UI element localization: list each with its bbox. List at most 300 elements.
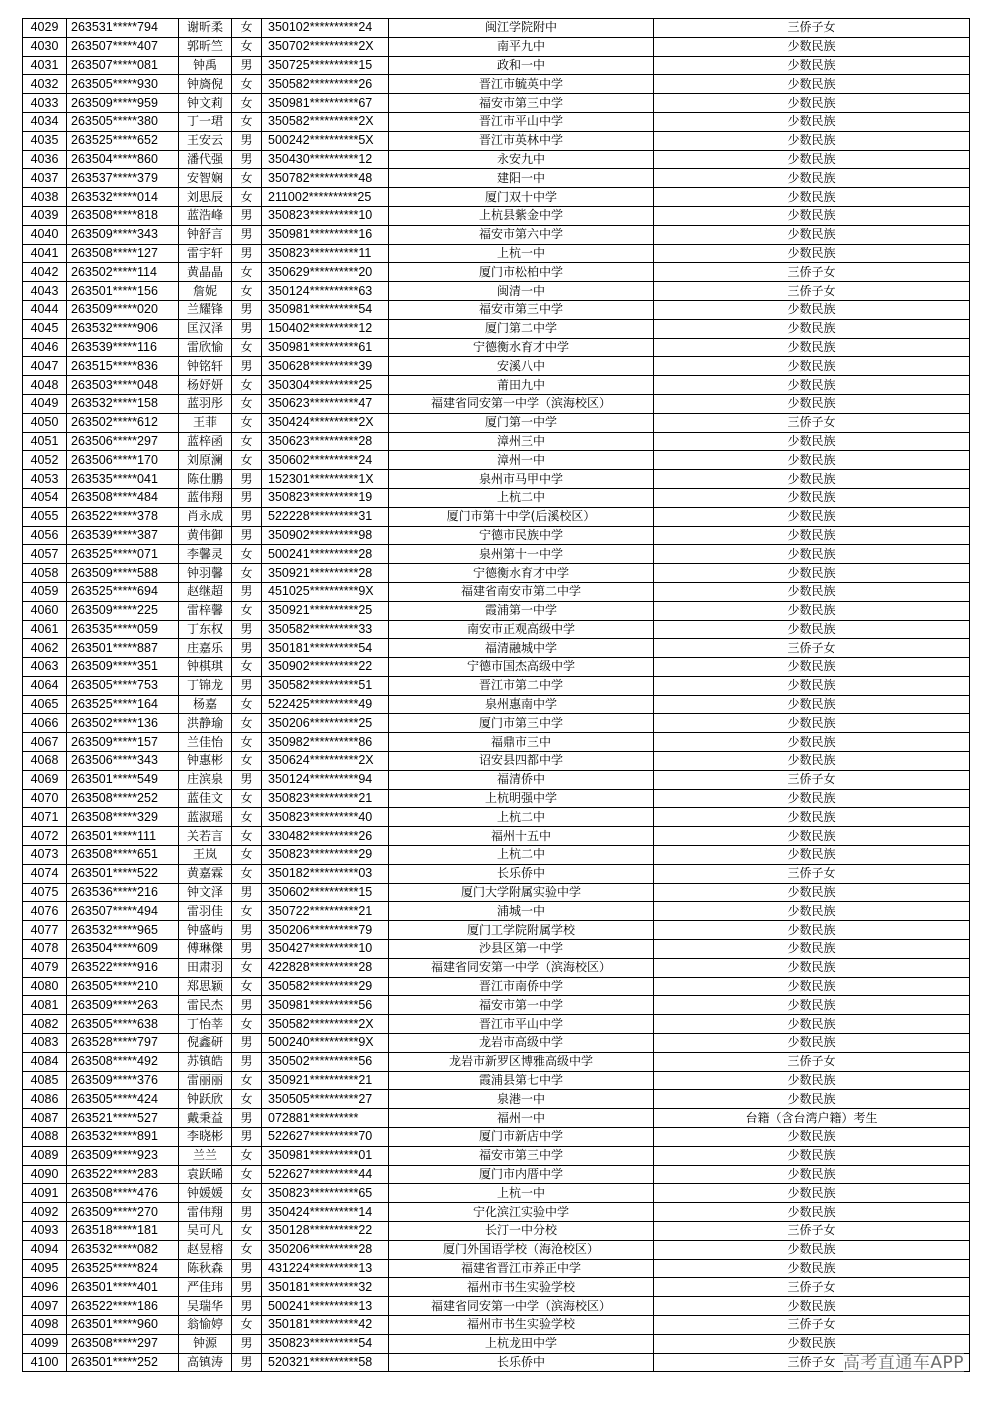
name-cell: 雷伟翔 — [179, 1203, 232, 1222]
table-row — [23, 676, 970, 695]
exam-number-cell: 263504*****609 — [67, 940, 179, 959]
school-cell: 泉州第十一中学 — [389, 545, 654, 564]
name-cell: 雷丽丽 — [179, 1071, 232, 1090]
name-cell: 蓝梓函 — [179, 432, 232, 451]
category-cell: 少数民族 — [654, 1090, 970, 1109]
school-cell: 福建省晋江市养正中学 — [389, 1259, 654, 1278]
category-cell: 少数民族 — [654, 601, 970, 620]
name-cell: 李馨灵 — [179, 545, 232, 564]
category-cell: 三侨子女 — [654, 1222, 970, 1241]
school-cell: 漳州一中 — [389, 451, 654, 470]
category-cell: 少数民族 — [654, 244, 970, 263]
seq-cell: 4051 — [23, 432, 67, 451]
name-cell: 钟媛媛 — [179, 1184, 232, 1203]
table-row — [23, 19, 970, 38]
gender-cell: 男 — [232, 1034, 262, 1053]
category-cell: 少数民族 — [654, 902, 970, 921]
school-cell: 永安九中 — [389, 150, 654, 169]
category-cell: 少数民族 — [654, 376, 970, 395]
gender-cell: 女 — [232, 1165, 262, 1184]
name-cell: 严佳玮 — [179, 1278, 232, 1297]
seq-cell: 4084 — [23, 1052, 67, 1071]
seq-cell: 4075 — [23, 883, 67, 902]
exam-number-cell: 263532*****014 — [67, 188, 179, 207]
category-cell: 少数民族 — [654, 112, 970, 131]
table-row — [23, 75, 970, 94]
table-row — [23, 1071, 970, 1090]
name-cell: 兰兰 — [179, 1146, 232, 1165]
table-row — [23, 996, 970, 1015]
gender-cell: 女 — [232, 695, 262, 714]
name-cell: 李晓彬 — [179, 1128, 232, 1147]
table-row — [23, 620, 970, 639]
seq-cell: 4079 — [23, 958, 67, 977]
school-cell: 福鼎市三中 — [389, 733, 654, 752]
id-number-cell: 150402**********12 — [262, 319, 389, 338]
table-row — [23, 639, 970, 658]
school-cell: 福州一中 — [389, 1109, 654, 1128]
category-cell: 少数民族 — [654, 808, 970, 827]
name-cell: 翁愉婷 — [179, 1315, 232, 1334]
gender-cell: 女 — [232, 263, 262, 282]
exam-number-cell: 263509*****157 — [67, 733, 179, 752]
exam-number-cell: 263525*****071 — [67, 545, 179, 564]
name-cell: 钟文泽 — [179, 883, 232, 902]
id-number-cell: 522228**********31 — [262, 507, 389, 526]
exam-number-cell: 263525*****164 — [67, 695, 179, 714]
seq-cell: 4033 — [23, 94, 67, 113]
gender-cell: 男 — [232, 1052, 262, 1071]
gender-cell: 女 — [232, 1184, 262, 1203]
gender-cell: 男 — [232, 1297, 262, 1316]
category-cell: 少数民族 — [654, 394, 970, 413]
category-cell: 少数民族 — [654, 300, 970, 319]
seq-cell: 4072 — [23, 827, 67, 846]
admission-list-table — [22, 18, 970, 1372]
table-row — [23, 1334, 970, 1353]
exam-number-cell: 263532*****965 — [67, 921, 179, 940]
seq-cell: 4093 — [23, 1222, 67, 1241]
gender-cell: 男 — [232, 620, 262, 639]
category-cell: 少数民族 — [654, 488, 970, 507]
table-row — [23, 169, 970, 188]
school-cell: 福建省南安市第二中学 — [389, 582, 654, 601]
id-number-cell: 350981**********54 — [262, 300, 389, 319]
exam-number-cell: 263522*****283 — [67, 1165, 179, 1184]
school-cell: 厦门双十中学 — [389, 188, 654, 207]
seq-cell: 4038 — [23, 188, 67, 207]
name-cell: 庄滨泉 — [179, 770, 232, 789]
id-number-cell: 350304**********25 — [262, 376, 389, 395]
name-cell: 杨嘉 — [179, 695, 232, 714]
table-row — [23, 1052, 970, 1071]
table-row — [23, 1222, 970, 1241]
seq-cell: 4050 — [23, 413, 67, 432]
school-cell: 厦门市松柏中学 — [389, 263, 654, 282]
table-row — [23, 601, 970, 620]
exam-number-cell: 263509*****343 — [67, 225, 179, 244]
gender-cell: 女 — [232, 958, 262, 977]
name-cell: 苏镇皓 — [179, 1052, 232, 1071]
name-cell: 倪鑫研 — [179, 1034, 232, 1053]
table-row — [23, 1090, 970, 1109]
exam-number-cell: 263528*****797 — [67, 1034, 179, 1053]
id-number-cell: 350182**********03 — [262, 864, 389, 883]
gender-cell: 女 — [232, 733, 262, 752]
seq-cell: 4096 — [23, 1278, 67, 1297]
id-number-cell: 350582**********2X — [262, 1015, 389, 1034]
table-row — [23, 658, 970, 677]
seq-cell: 4060 — [23, 601, 67, 620]
id-number-cell: 350981**********67 — [262, 94, 389, 113]
name-cell: 王安云 — [179, 131, 232, 150]
name-cell: 王岚 — [179, 846, 232, 865]
name-cell: 吴瑞华 — [179, 1297, 232, 1316]
school-cell: 长汀一中分校 — [389, 1222, 654, 1241]
school-cell: 厦门市内厝中学 — [389, 1165, 654, 1184]
gender-cell: 男 — [232, 1353, 262, 1372]
table-row — [23, 451, 970, 470]
category-cell: 少数民族 — [654, 564, 970, 583]
seq-cell: 4090 — [23, 1165, 67, 1184]
category-cell: 少数民族 — [654, 752, 970, 771]
gender-cell: 男 — [232, 244, 262, 263]
category-cell: 少数民族 — [654, 827, 970, 846]
seq-cell: 4065 — [23, 695, 67, 714]
category-cell: 少数民族 — [654, 1297, 970, 1316]
seq-cell: 4070 — [23, 789, 67, 808]
id-number-cell: 350782**********48 — [262, 169, 389, 188]
school-cell: 福安市第三中学 — [389, 1146, 654, 1165]
id-number-cell: 350206**********79 — [262, 921, 389, 940]
name-cell: 詹妮 — [179, 282, 232, 301]
category-cell: 少数民族 — [654, 507, 970, 526]
id-number-cell: 350982**********86 — [262, 733, 389, 752]
exam-number-cell: 263509*****263 — [67, 996, 179, 1015]
gender-cell: 男 — [232, 56, 262, 75]
id-number-cell: 522627**********44 — [262, 1165, 389, 1184]
id-number-cell: 350582**********2X — [262, 112, 389, 131]
exam-number-cell: 263502*****136 — [67, 714, 179, 733]
category-cell: 三侨子女 — [654, 864, 970, 883]
id-number-cell: 350921**********28 — [262, 564, 389, 583]
school-cell: 厦门市第十中学(后溪校区） — [389, 507, 654, 526]
category-cell: 三侨子女 — [654, 19, 970, 38]
school-cell: 漳州三中 — [389, 432, 654, 451]
category-cell: 少数民族 — [654, 131, 970, 150]
id-number-cell: 350582**********26 — [262, 75, 389, 94]
exam-number-cell: 263508*****484 — [67, 488, 179, 507]
seq-cell: 4087 — [23, 1109, 67, 1128]
school-cell: 泉州惠南中学 — [389, 695, 654, 714]
id-number-cell: 350602**********24 — [262, 451, 389, 470]
exam-number-cell: 263532*****158 — [67, 394, 179, 413]
exam-number-cell: 263501*****960 — [67, 1315, 179, 1334]
seq-cell: 4056 — [23, 526, 67, 545]
exam-number-cell: 263509*****270 — [67, 1203, 179, 1222]
school-cell: 晋江市英林中学 — [389, 131, 654, 150]
id-number-cell: 350823**********54 — [262, 1334, 389, 1353]
exam-number-cell: 263531*****794 — [67, 19, 179, 38]
table-row — [23, 300, 970, 319]
id-number-cell: 350430**********12 — [262, 150, 389, 169]
name-cell: 钟禹 — [179, 56, 232, 75]
name-cell: 袁跃晞 — [179, 1165, 232, 1184]
id-number-cell: 350629**********20 — [262, 263, 389, 282]
seq-cell: 4057 — [23, 545, 67, 564]
exam-number-cell: 263501*****156 — [67, 282, 179, 301]
category-cell: 少数民族 — [654, 37, 970, 56]
table-row — [23, 319, 970, 338]
school-cell: 福建省同安第一中学（滨海校区） — [389, 1297, 654, 1316]
table-row — [23, 902, 970, 921]
gender-cell: 女 — [232, 1222, 262, 1241]
name-cell: 蓝羽彤 — [179, 394, 232, 413]
name-cell: 刘思辰 — [179, 188, 232, 207]
id-number-cell: 350628**********39 — [262, 357, 389, 376]
seq-cell: 4035 — [23, 131, 67, 150]
name-cell: 王菲 — [179, 413, 232, 432]
gender-cell: 女 — [232, 601, 262, 620]
table-row — [23, 1128, 970, 1147]
gender-cell: 女 — [232, 1315, 262, 1334]
seq-cell: 4046 — [23, 338, 67, 357]
table-row — [23, 394, 970, 413]
exam-number-cell: 263505*****210 — [67, 977, 179, 996]
school-cell: 福州十五中 — [389, 827, 654, 846]
gender-cell: 男 — [232, 1334, 262, 1353]
id-number-cell: 500241**********13 — [262, 1297, 389, 1316]
table-row — [23, 883, 970, 902]
name-cell: 洪静瑜 — [179, 714, 232, 733]
name-cell: 雷梓馨 — [179, 601, 232, 620]
table-row — [23, 977, 970, 996]
name-cell: 蓝伟翔 — [179, 488, 232, 507]
category-cell: 少数民族 — [654, 338, 970, 357]
name-cell: 刘原澜 — [179, 451, 232, 470]
category-cell: 少数民族 — [654, 789, 970, 808]
seq-cell: 4073 — [23, 846, 67, 865]
category-cell: 少数民族 — [654, 1259, 970, 1278]
category-cell: 少数民族 — [654, 169, 970, 188]
table-row — [23, 1184, 970, 1203]
seq-cell: 4069 — [23, 770, 67, 789]
gender-cell: 女 — [232, 394, 262, 413]
seq-cell: 4100 — [23, 1353, 67, 1372]
seq-cell: 4047 — [23, 357, 67, 376]
category-cell: 三侨子女 — [654, 282, 970, 301]
id-number-cell: 350981**********16 — [262, 225, 389, 244]
table-row — [23, 545, 970, 564]
id-number-cell: 350725**********15 — [262, 56, 389, 75]
name-cell: 蓝佳文 — [179, 789, 232, 808]
school-cell: 泉州市马甲中学 — [389, 470, 654, 489]
exam-number-cell: 263508*****127 — [67, 244, 179, 263]
gender-cell: 女 — [232, 1071, 262, 1090]
gender-cell: 男 — [232, 357, 262, 376]
exam-number-cell: 263536*****216 — [67, 883, 179, 902]
table-row — [23, 376, 970, 395]
category-cell: 三侨子女 — [654, 770, 970, 789]
table-row — [23, 56, 970, 75]
table-row — [23, 1315, 970, 1334]
id-number-cell: 350902**********22 — [262, 658, 389, 677]
category-cell: 少数民族 — [654, 1334, 970, 1353]
gender-cell: 女 — [232, 75, 262, 94]
school-cell: 龙岩市高级中学 — [389, 1034, 654, 1053]
category-cell: 少数民族 — [654, 1128, 970, 1147]
gender-cell: 男 — [232, 225, 262, 244]
seq-cell: 4044 — [23, 300, 67, 319]
id-number-cell: 350981**********61 — [262, 338, 389, 357]
exam-number-cell: 263505*****380 — [67, 112, 179, 131]
gender-cell: 女 — [232, 714, 262, 733]
gender-cell: 女 — [232, 1015, 262, 1034]
name-cell: 郭昕竺 — [179, 37, 232, 56]
category-cell: 少数民族 — [654, 75, 970, 94]
table-row — [23, 733, 970, 752]
id-number-cell: 350902**********98 — [262, 526, 389, 545]
gender-cell: 女 — [232, 658, 262, 677]
table-row — [23, 263, 970, 282]
category-cell: 三侨子女 — [654, 639, 970, 658]
seq-cell: 4098 — [23, 1315, 67, 1334]
gender-cell: 女 — [232, 1146, 262, 1165]
school-cell: 上杭龙田中学 — [389, 1334, 654, 1353]
category-cell: 少数民族 — [654, 977, 970, 996]
id-number-cell: 350124**********63 — [262, 282, 389, 301]
seq-cell: 4085 — [23, 1071, 67, 1090]
exam-number-cell: 263537*****379 — [67, 169, 179, 188]
table-row — [23, 1278, 970, 1297]
gender-cell: 女 — [232, 376, 262, 395]
seq-cell: 4061 — [23, 620, 67, 639]
gender-cell: 男 — [232, 1203, 262, 1222]
id-number-cell: 350921**********25 — [262, 601, 389, 620]
school-cell: 安溪八中 — [389, 357, 654, 376]
seq-cell: 4089 — [23, 1146, 67, 1165]
table-row — [23, 526, 970, 545]
table-row — [23, 846, 970, 865]
table-row — [23, 1297, 970, 1316]
school-cell: 福安市第六中学 — [389, 225, 654, 244]
category-cell: 少数民族 — [654, 658, 970, 677]
category-cell: 少数民族 — [654, 1240, 970, 1259]
table-row — [23, 1034, 970, 1053]
school-cell: 闽清一中 — [389, 282, 654, 301]
gender-cell: 男 — [232, 996, 262, 1015]
name-cell: 丁东权 — [179, 620, 232, 639]
category-cell: 少数民族 — [654, 695, 970, 714]
category-cell: 少数民族 — [654, 1165, 970, 1184]
id-number-cell: 522425**********49 — [262, 695, 389, 714]
exam-number-cell: 263504*****860 — [67, 150, 179, 169]
school-cell: 福清侨中 — [389, 770, 654, 789]
exam-number-cell: 263508*****818 — [67, 206, 179, 225]
id-number-cell: 350582**********33 — [262, 620, 389, 639]
exam-number-cell: 263525*****694 — [67, 582, 179, 601]
school-cell: 晋江市平山中学 — [389, 112, 654, 131]
name-cell: 钟源 — [179, 1334, 232, 1353]
id-number-cell: 520321**********58 — [262, 1353, 389, 1372]
seq-cell: 4066 — [23, 714, 67, 733]
category-cell: 少数民族 — [654, 676, 970, 695]
seq-cell: 4037 — [23, 169, 67, 188]
table-row — [23, 244, 970, 263]
table-row — [23, 695, 970, 714]
seq-cell: 4074 — [23, 864, 67, 883]
id-number-cell: 350505**********27 — [262, 1090, 389, 1109]
table-row — [23, 282, 970, 301]
category-cell: 少数民族 — [654, 357, 970, 376]
id-number-cell: 350181**********32 — [262, 1278, 389, 1297]
id-number-cell: 350823**********40 — [262, 808, 389, 827]
category-cell: 台籍（含台湾户籍）考生 — [654, 1109, 970, 1128]
category-cell: 少数民族 — [654, 1203, 970, 1222]
seq-cell: 4071 — [23, 808, 67, 827]
gender-cell: 男 — [232, 300, 262, 319]
category-cell: 少数民族 — [654, 1146, 970, 1165]
seq-cell: 4043 — [23, 282, 67, 301]
id-number-cell: 350623**********47 — [262, 394, 389, 413]
exam-number-cell: 263501*****111 — [67, 827, 179, 846]
id-number-cell: 350582**********29 — [262, 977, 389, 996]
category-cell: 少数民族 — [654, 225, 970, 244]
exam-number-cell: 263508*****651 — [67, 846, 179, 865]
seq-cell: 4078 — [23, 940, 67, 959]
gender-cell: 女 — [232, 564, 262, 583]
id-number-cell: 350206**********25 — [262, 714, 389, 733]
category-cell: 三侨子女 — [654, 1353, 970, 1372]
exam-number-cell: 263507*****081 — [67, 56, 179, 75]
school-cell: 上杭县紫金中学 — [389, 206, 654, 225]
name-cell: 戴秉益 — [179, 1109, 232, 1128]
gender-cell: 女 — [232, 282, 262, 301]
table-row — [23, 1015, 970, 1034]
name-cell: 安智娴 — [179, 169, 232, 188]
gender-cell: 女 — [232, 1090, 262, 1109]
seq-cell: 4082 — [23, 1015, 67, 1034]
name-cell: 黄嘉霖 — [179, 864, 232, 883]
school-cell: 厦门外国语学校（海沧校区） — [389, 1240, 654, 1259]
category-cell: 少数民族 — [654, 996, 970, 1015]
exam-number-cell: 263507*****407 — [67, 37, 179, 56]
school-cell: 厦门大学附属实验中学 — [389, 883, 654, 902]
school-cell: 福安市第一中学 — [389, 996, 654, 1015]
table-row — [23, 827, 970, 846]
table-row — [23, 1240, 970, 1259]
gender-cell: 男 — [232, 526, 262, 545]
table-row — [23, 470, 970, 489]
name-cell: 潘代强 — [179, 150, 232, 169]
exam-number-cell: 263508*****297 — [67, 1334, 179, 1353]
seq-cell: 4062 — [23, 639, 67, 658]
seq-cell: 4095 — [23, 1259, 67, 1278]
id-number-cell: 350128**********22 — [262, 1222, 389, 1241]
gender-cell: 女 — [232, 188, 262, 207]
table-row — [23, 1146, 970, 1165]
name-cell: 蓝淑瑶 — [179, 808, 232, 827]
seq-cell: 4086 — [23, 1090, 67, 1109]
school-cell: 霞浦县第七中学 — [389, 1071, 654, 1090]
exam-number-cell: 263532*****906 — [67, 319, 179, 338]
seq-cell: 4077 — [23, 921, 67, 940]
school-cell: 霞浦第一中学 — [389, 601, 654, 620]
table-row — [23, 564, 970, 583]
gender-cell: 男 — [232, 507, 262, 526]
table-row — [23, 150, 970, 169]
category-cell: 三侨子女 — [654, 1315, 970, 1334]
